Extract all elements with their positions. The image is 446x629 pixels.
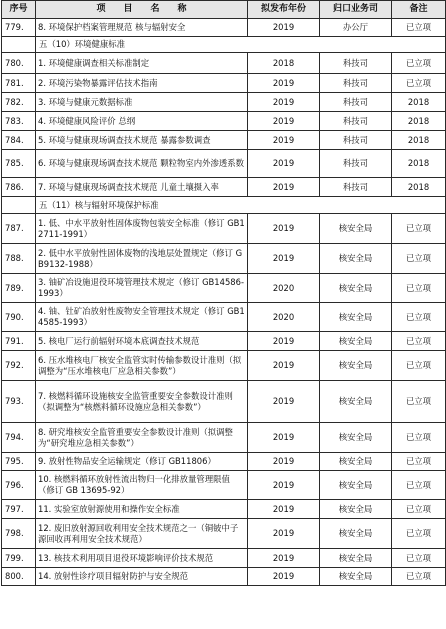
department-cell: 核安全局 — [320, 568, 392, 586]
section-empty-cell — [2, 37, 36, 53]
header-department: 归口业务司 — [320, 1, 392, 19]
remarks-cell: 已立项 — [392, 381, 446, 423]
release-year-cell: 2019 — [248, 519, 320, 549]
remarks-cell: 已立项 — [392, 453, 446, 471]
section-empty-cell — [2, 197, 36, 214]
table-row — [2, 244, 446, 274]
department-cell: 核安全局 — [320, 351, 392, 381]
table-row — [2, 381, 446, 423]
project-name-cell: 1. 低、中水平放射性固体废物包装安全标准（修订 GB12711-1991） — [36, 214, 248, 244]
release-year-cell: 2019 — [248, 453, 320, 471]
remarks-cell: 2018 — [392, 150, 446, 178]
project-name-cell: 2. 环境污染物暴露评估技术指南 — [36, 74, 248, 93]
release-year-cell: 2019 — [248, 549, 320, 568]
serial-number-cell: 783. — [2, 112, 36, 131]
serial-number-cell: 779. — [2, 19, 36, 37]
table-row — [2, 471, 446, 500]
department-cell: 科技司 — [320, 178, 392, 197]
table-row — [2, 274, 446, 303]
project-name-cell: 6. 压水堆核电厂核安全监管实时传输参数设计准则（拟调整为“压水堆核电厂应急相关参数”） — [36, 351, 248, 381]
remarks-cell: 已立项 — [392, 519, 446, 549]
project-name-cell: 6. 环境与健康现场调查技术规范 颗粒物室内外渗透系数 — [36, 150, 248, 178]
project-name-cell: 4. 环境健康风险评价 总纲 — [36, 112, 248, 131]
table-row — [2, 500, 446, 519]
project-name-cell: 3. 环境与健康元数据标准 — [36, 93, 248, 112]
table-row — [2, 53, 446, 74]
release-year-cell: 2018 — [248, 53, 320, 74]
department-cell: 科技司 — [320, 112, 392, 131]
table-row — [2, 568, 446, 586]
project-name-cell: 1. 环境健康调查相关标准制定 — [36, 53, 248, 74]
department-cell: 核安全局 — [320, 549, 392, 568]
serial-number-cell: 792. — [2, 351, 36, 381]
serial-number-cell: 787. — [2, 214, 36, 244]
serial-number-cell: 782. — [2, 93, 36, 112]
department-cell: 科技司 — [320, 93, 392, 112]
project-name-cell: 5. 环境与健康现场调查技术规范 暴露参数调查 — [36, 131, 248, 150]
remarks-cell: 已立项 — [392, 19, 446, 37]
project-name-cell: 14. 放射性诊疗项目辐射防护与安全规范 — [36, 568, 248, 586]
remarks-cell: 已立项 — [392, 500, 446, 519]
table-row — [2, 131, 446, 150]
serial-number-cell: 788. — [2, 244, 36, 274]
standards-table — [1, 0, 446, 586]
table-row — [2, 303, 446, 332]
release-year-cell: 2019 — [248, 74, 320, 93]
department-cell: 核安全局 — [320, 303, 392, 332]
department-cell: 科技司 — [320, 74, 392, 93]
department-cell: 核安全局 — [320, 244, 392, 274]
project-name-cell: 7. 核燃料循环设施核安全监管重要安全参数设计准则（拟调整为“核燃料循环设施应急相关参数”） — [36, 381, 248, 423]
release-year-cell: 2020 — [248, 274, 320, 303]
serial-number-cell: 798. — [2, 519, 36, 549]
table-row — [2, 112, 446, 131]
serial-number-cell: 780. — [2, 53, 36, 74]
project-name-cell: 8. 研究堆核安全监管重要安全参数设计准则（拟调整为“研究堆应急相关参数”） — [36, 423, 248, 453]
release-year-cell: 2019 — [248, 93, 320, 112]
department-cell: 科技司 — [320, 131, 392, 150]
table-row — [2, 351, 446, 381]
table-row — [2, 549, 446, 568]
table-row — [2, 178, 446, 197]
project-name-cell: 9. 放射性物品安全运输规定（修订 GB11806） — [36, 453, 248, 471]
section-row — [2, 197, 446, 214]
serial-number-cell: 785. — [2, 150, 36, 178]
table-body — [2, 19, 446, 586]
release-year-cell: 2019 — [248, 214, 320, 244]
remarks-cell: 2018 — [392, 131, 446, 150]
table-row — [2, 332, 446, 351]
release-year-cell: 2019 — [248, 332, 320, 351]
release-year-cell: 2019 — [248, 568, 320, 586]
project-name-cell: 3. 铀矿冶设施退役环境管理技术规定（修订 GB14586-1993） — [36, 274, 248, 303]
header-remarks: 备注 — [392, 1, 446, 19]
release-year-cell: 2019 — [248, 351, 320, 381]
release-year-cell: 2019 — [248, 244, 320, 274]
serial-number-cell: 795. — [2, 453, 36, 471]
serial-number-cell: 784. — [2, 131, 36, 150]
serial-number-cell: 794. — [2, 423, 36, 453]
remarks-cell: 已立项 — [392, 74, 446, 93]
department-cell: 科技司 — [320, 53, 392, 74]
remarks-cell: 已立项 — [392, 303, 446, 332]
department-cell: 核安全局 — [320, 423, 392, 453]
remarks-cell: 已立项 — [392, 332, 446, 351]
serial-number-cell: 786. — [2, 178, 36, 197]
department-cell: 办公厅 — [320, 19, 392, 37]
table-row — [2, 74, 446, 93]
department-cell: 核安全局 — [320, 381, 392, 423]
department-cell: 核安全局 — [320, 214, 392, 244]
release-year-cell: 2019 — [248, 423, 320, 453]
department-cell: 核安全局 — [320, 453, 392, 471]
serial-number-cell: 790. — [2, 303, 36, 332]
remarks-cell: 已立项 — [392, 423, 446, 453]
serial-number-cell: 793. — [2, 381, 36, 423]
release-year-cell: 2019 — [248, 500, 320, 519]
table-row — [2, 93, 446, 112]
release-year-cell: 2019 — [248, 131, 320, 150]
release-year-cell: 2020 — [248, 303, 320, 332]
remarks-cell: 已立项 — [392, 53, 446, 74]
project-name-cell: 8. 环境保护档案管理规范 核与辐射安全 — [36, 19, 248, 37]
remarks-cell: 已立项 — [392, 568, 446, 586]
remarks-cell: 2018 — [392, 178, 446, 197]
table-row — [2, 453, 446, 471]
project-name-cell: 4. 铀、钍矿冶放射性废物安全管理技术规定（修订 GB14585-1993） — [36, 303, 248, 332]
table-row — [2, 19, 446, 37]
department-cell: 核安全局 — [320, 274, 392, 303]
release-year-cell: 2019 — [248, 381, 320, 423]
release-year-cell: 2019 — [248, 112, 320, 131]
project-name-cell: 13. 核技术利用项目退役环境影响评价技术规范 — [36, 549, 248, 568]
department-cell: 核安全局 — [320, 471, 392, 500]
header-serial-number: 序号 — [2, 1, 36, 19]
serial-number-cell: 797. — [2, 500, 36, 519]
serial-number-cell: 800. — [2, 568, 36, 586]
project-name-cell: 2. 低中水平放射性固体废物的浅地层处置规定（修订 GB9132-1988） — [36, 244, 248, 274]
serial-number-cell: 781. — [2, 74, 36, 93]
department-cell: 核安全局 — [320, 500, 392, 519]
section-title: 五（10）环境健康标准 — [36, 37, 446, 53]
serial-number-cell: 799. — [2, 549, 36, 568]
header-project-name: 项 目 名 称 — [36, 1, 248, 19]
table-header — [2, 1, 446, 19]
remarks-cell: 2018 — [392, 112, 446, 131]
project-name-cell: 12. 废旧放射源回收利用安全技术规范之一（铜铍中子源回收再利用安全技术规范） — [36, 519, 248, 549]
release-year-cell: 2019 — [248, 471, 320, 500]
standards-table-container — [1, 0, 445, 586]
serial-number-cell: 789. — [2, 274, 36, 303]
header-row — [2, 1, 446, 19]
table-row — [2, 214, 446, 244]
department-cell: 核安全局 — [320, 519, 392, 549]
project-name-cell: 7. 环境与健康现场调查技术规范 儿童土壤摄入率 — [36, 178, 248, 197]
project-name-cell: 5. 核电厂运行前辐射环境本底调查技术规范 — [36, 332, 248, 351]
release-year-cell: 2019 — [248, 19, 320, 37]
department-cell: 核安全局 — [320, 332, 392, 351]
department-cell: 科技司 — [320, 150, 392, 178]
remarks-cell: 已立项 — [392, 244, 446, 274]
remarks-cell: 已立项 — [392, 351, 446, 381]
remarks-cell: 已立项 — [392, 549, 446, 568]
serial-number-cell: 796. — [2, 471, 36, 500]
release-year-cell: 2019 — [248, 150, 320, 178]
serial-number-cell: 791. — [2, 332, 36, 351]
project-name-cell: 11. 实验室放射源使用和操作安全标准 — [36, 500, 248, 519]
table-row — [2, 519, 446, 549]
remarks-cell: 已立项 — [392, 274, 446, 303]
release-year-cell: 2019 — [248, 178, 320, 197]
remarks-cell: 已立项 — [392, 471, 446, 500]
project-name-cell: 10. 核燃料循环放射性流出物归一化排放量管理限值（修订 GB 13695-92） — [36, 471, 248, 500]
table-row — [2, 423, 446, 453]
table-row — [2, 150, 446, 178]
remarks-cell: 已立项 — [392, 214, 446, 244]
section-row — [2, 37, 446, 53]
header-release-year: 拟发布年份 — [248, 1, 320, 19]
remarks-cell: 2018 — [392, 93, 446, 112]
section-title: 五（11）核与辐射环境保护标准 — [36, 197, 446, 214]
